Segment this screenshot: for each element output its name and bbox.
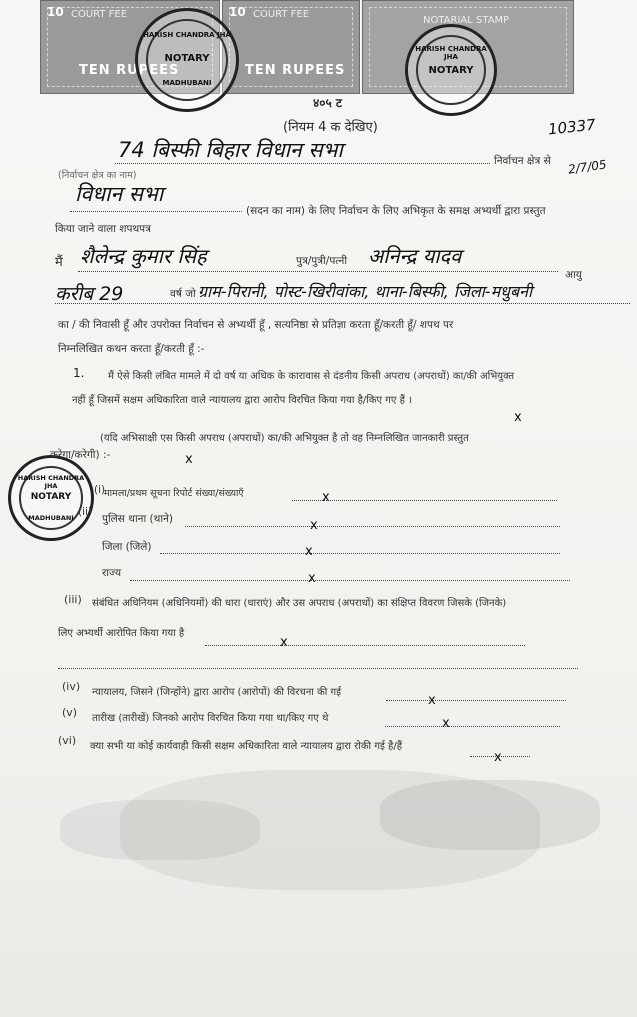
seal-name: HARISH CHANDRA JHA — [415, 45, 487, 61]
sub-iii-line-2 — [58, 668, 578, 669]
stamp-header: NOTARIAL STAMP — [423, 15, 510, 26]
sub-iii-text-b: लिए अभ्यर्थी आरोपित किया गया है — [58, 628, 185, 639]
police-station-label: पुलिस थाना (थाने) — [102, 513, 174, 525]
declaration-intro: निम्नलिखित कथन करता हूँ/करती हूँ :- — [58, 343, 205, 355]
district-label: जिला (जिले) — [102, 541, 152, 553]
ref-date: 2/7/05 — [567, 157, 608, 177]
item1-text-b: नहीं हूँ जिसमें सक्षम अधिकारिता वाले न्यायालय द्वारा आरोप विरचित किया गया है/किए गए हैं । — [72, 395, 412, 406]
seal-name: HARISH CHANDRA JHA — [143, 31, 231, 39]
stamp-denomination: TEN RUPEES — [245, 63, 346, 78]
state-line — [130, 580, 570, 581]
address-handwritten: ग्राम-पिरानी, पोस्ट-खिरीवांका, थाना-बिस्फी, जिला-मधुबनी — [198, 282, 533, 301]
ref-number: 10337 — [547, 115, 597, 139]
constituency-line — [115, 163, 490, 164]
cross-mark: x — [185, 452, 193, 467]
court-fee-stamp-middle — [222, 0, 360, 94]
cross-mark: x — [494, 750, 502, 765]
name-line — [78, 271, 558, 272]
father-name: अनिन्द्र यादव — [368, 244, 462, 268]
constituency-sub-label: (निर्वाचन क्षेत्र का नाम) — [58, 170, 137, 181]
stamp-value: 10 — [229, 5, 246, 19]
item-number: 1. — [73, 366, 85, 380]
sub-iii-text-a: संबंधित अधिनियम (अधिनियमों) की धारा (धाराएं) और उस अपराध (अपराधों) का संक्षिप्त विवरण जिसके (जिनके) — [92, 598, 507, 609]
sub-iv-line — [386, 700, 566, 701]
seal-role: NOTARY — [30, 492, 72, 502]
case-number-label: मामला/प्रथम सूचना रिपोर्ट संख्या/संख्याएँ — [104, 488, 244, 499]
seal-place: MADHUBANI — [28, 514, 74, 522]
stamp-header: COURT FEE — [71, 9, 128, 20]
sub-iii-line — [205, 645, 525, 646]
cross-mark: x — [442, 716, 450, 731]
sub-label: (i) — [94, 484, 106, 496]
photocopy-smudge — [380, 780, 600, 850]
notary-seal-side — [8, 455, 94, 541]
case-number-line — [292, 500, 557, 501]
state-label: राज्य — [102, 567, 122, 579]
constituency-label: निर्वाचन क्षेत्र से — [494, 155, 551, 167]
stamp-denomination: TEN RUPEES — [79, 63, 180, 78]
police-station-line — [185, 526, 560, 527]
sub-vi-text: क्या सभी या कोई कार्यवाही किसी सक्षम अधिकारिता वाले न्यायालय द्वारा रोकी गई है/हैं — [90, 741, 403, 752]
photocopy-smudge — [60, 800, 260, 860]
residence-statement: का / की निवासी हूँ और उपरोक्त निर्वाचन से अभ्यर्थी हूँ , सत्यनिष्ठा से प्रतिज्ञा करता हूँ/करती हूँ/ शपथ पर — [58, 319, 454, 331]
sub-label: (iii) — [64, 593, 82, 606]
years-label: वर्ष जो — [170, 288, 196, 300]
seal-role: NOTARY — [164, 53, 210, 64]
seal-place: MADHUBANI — [162, 79, 212, 87]
notary-seal-top-right — [405, 24, 497, 116]
seal-name: HARISH CHANDRA JHA — [17, 474, 85, 490]
sub-label: (vi) — [58, 734, 77, 747]
sub-label: (iv) — [62, 680, 81, 693]
sub-v-line — [385, 726, 560, 727]
district-line — [160, 553, 560, 554]
age-value: करीब 29 — [55, 283, 124, 305]
stamp-serial: ४०५ ट — [313, 96, 342, 110]
stamp-value: 10 — [47, 5, 64, 19]
stamp-header: COURT FEE — [253, 9, 310, 20]
sub-iv-text: न्यायालय, जिसने (जिन्होंने) द्वारा आरोप (आरोपों) की विरचना की गई — [92, 687, 342, 698]
cross-mark: x — [310, 518, 318, 533]
sub-label: (ii) — [78, 506, 93, 518]
notary-seal-top-left — [135, 8, 239, 112]
address-line — [55, 303, 630, 304]
sub-label: (v) — [62, 706, 78, 719]
house-printed: (सदन का नाम) के लिए निर्वाचन के लिए अभिकृत के समक्ष अभ्यर्थी द्वारा प्रस्तुत — [246, 205, 546, 217]
declarant-name: शैलेन्द्र कुमार सिंह — [80, 244, 207, 268]
seal-role: NOTARY — [428, 65, 474, 76]
cross-mark: x — [514, 410, 522, 425]
age-label: आयु — [565, 269, 582, 281]
item1-text-c: (यदि अभिसाक्षी एस किसी अपराध (अपराधों) का/की अभियुक्त है तो वह निम्नलिखित जानकारी प्रस्तुत — [100, 433, 469, 444]
constituency-handwritten: 74 बिस्फी बिहार विधान सभा — [118, 138, 343, 162]
cross-mark: x — [308, 571, 316, 586]
item1-text-d: करेगा/करेगी) :- — [50, 449, 111, 461]
house-handwritten: विधान सभा — [75, 182, 164, 206]
declarant-prefix: मैं — [55, 255, 63, 270]
house-line — [70, 211, 242, 212]
relation-label: पुत्र/पुत्री/पत्नी — [296, 255, 348, 267]
cross-mark: x — [428, 693, 436, 708]
rule-reference: (नियम 4 क देखिए) — [283, 120, 378, 135]
cross-mark: x — [322, 490, 330, 505]
item1-text-a: मैं ऐसे किसी लंबित मामले में दो वर्ष या अधिक के कारावास से दंडनीय किसी अपराध (अपराधों) का/की अभियुक्त — [108, 371, 515, 382]
affidavit-intro: किया जाने वाला शपथपत्र — [55, 223, 151, 235]
cross-mark: x — [280, 635, 288, 650]
cross-mark: x — [305, 544, 313, 559]
sub-v-text: तारीख (तारीखें) जिनको आरोप विरचित किया गया था/किए गए थे — [92, 713, 329, 724]
